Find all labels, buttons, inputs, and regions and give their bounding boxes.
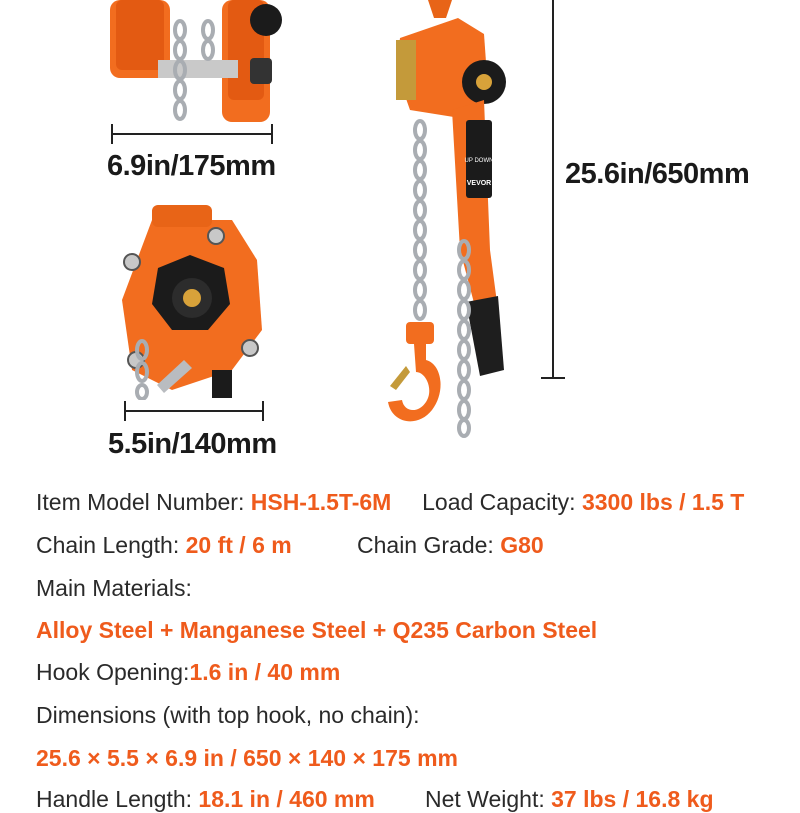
weight-value: 37 lbs / 16.8 kg: [551, 786, 714, 812]
width-dimension-line-top: [108, 122, 276, 146]
materials-value: Alloy Steel + Manganese Steel + Q235 Carbon Steel: [36, 617, 598, 643]
width-dimension-line-side: [121, 399, 267, 423]
model-label: Item Model Number:: [36, 489, 251, 515]
spec-row-model-capacity: [36, 489, 744, 516]
hoist-front-view-image: [100, 0, 290, 125]
width-side-label: 5.5in/140mm: [108, 428, 277, 460]
chain-grade-value: G80: [500, 532, 544, 558]
direction-decal: UP DOWN: [464, 158, 494, 164]
dimensions-value: 25.6 × 5.5 × 6.9 in / 650 × 140 × 175 mm: [36, 745, 458, 771]
lever-hoist-full-image: [380, 0, 530, 440]
hook-value: 1.6 in / 40 mm: [189, 659, 341, 685]
model-value: HSH-1.5T-6M: [250, 489, 392, 515]
capacity-value: 3300 lbs / 1.5 T: [581, 489, 745, 515]
height-dimension-line: [538, 0, 568, 382]
materials-label: Main Materials:: [36, 575, 192, 601]
chain-grade-label: Chain Grade:: [357, 532, 501, 558]
handle-label: Handle Length:: [36, 786, 199, 812]
dimensions-label: Dimensions (with top hook, no chain):: [36, 702, 420, 728]
spec-row-hook: [36, 659, 340, 686]
chain-length-value: 20 ft / 6 m: [185, 532, 292, 558]
height-label: 25.6in/650mm: [565, 158, 750, 190]
hoist-side-view-image: [112, 200, 272, 400]
hook-label: Hook Opening:: [36, 659, 190, 685]
width-top-label: 6.9in/175mm: [107, 150, 276, 182]
chain-length-label: Chain Length:: [36, 532, 186, 558]
spec-row-chain: [36, 532, 292, 559]
brand-decal: VEVOR: [466, 180, 492, 187]
spec-chain-grade: [357, 532, 544, 559]
capacity-label: Load Capacity:: [422, 489, 582, 515]
handle-value: 18.1 in / 460 mm: [198, 786, 375, 812]
weight-label: Net Weight:: [425, 786, 552, 812]
